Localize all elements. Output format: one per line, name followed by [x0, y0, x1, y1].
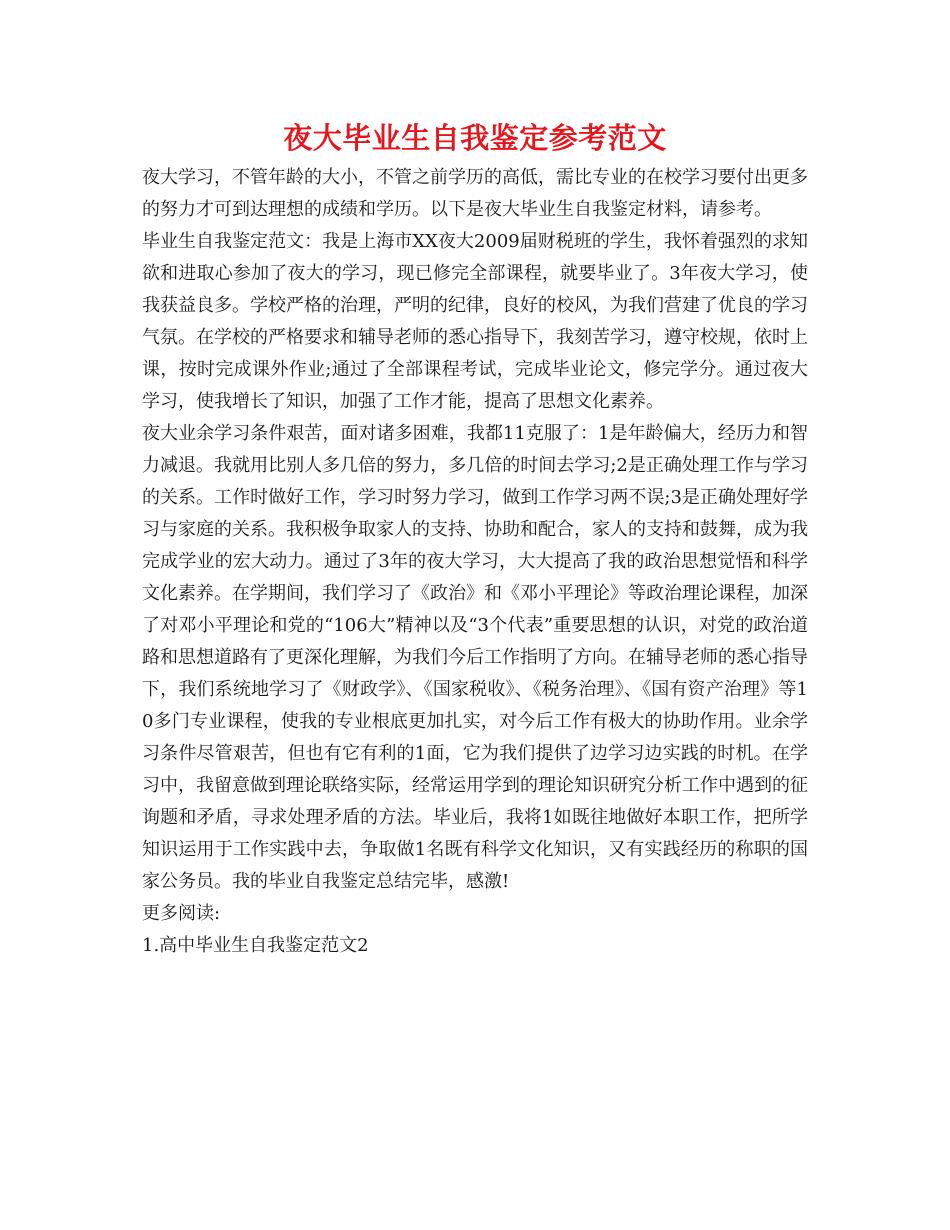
intro-paragraph: 夜大学习，不管年龄的大小，不管之前学历的高低，需比专业的在校学习要付出更多的努力才可到达理想的成绩和学历。以下是夜大毕业生自我鉴定材料，请参考。 — [142, 167, 808, 220]
self-evaluation-paragraph: 毕业生自我鉴定范文：我是上海市XX夜大2009届财税班的学生，我怀着强烈的求知欲和进取心参加了夜大的学习，现已修完全部课程，就要毕业了。3年夜大学习，使我获益良多。学校严格的治理，严明的纪律，良好的校风，为我们营建了优良的学习气氛。在学校的严格要求和辅导老师的悉心指导下，我刻苦学习，遵守校规，依时上课，按时完成课外作业;通过了全部课程考试，完成毕业论文，修完学分。通过夜大学习，使我增长了知识，加强了工作才能，提高了思想文化素养。 — [142, 231, 808, 412]
more-reading-label: 更多阅读: — [142, 903, 221, 924]
study-conditions-paragraph: 夜大业余学习条件艰苦，面对诸多困难，我都11克服了：1是年龄偏大，经历力和智力减退。我就用比别人多几倍的努力，多几倍的时间去学习;2是正确处理工作与学习的关系。工作时做好工作，学习时努力学习，做到工作学习两不误;3是正确处理好学习与家庭的关系。我积极争取家人的支持、协助和配合，家人的支持和鼓舞，成为我完成学业的宏大动力。通过了3年的夜大学习，大大提高了我的政治思想觉悟和科学文化素养。在学期间，我们学习了《政治》和《邓小平理论》等政治理论课程，加深了对邓小平理论和党的“106大”精神以及“3个代表”重要思想的认识，对党的政治道路和思想道路有了更深化理解，为我们今后工作指明了方向。在辅导老师的悉心指导下，我们系统地学习了《财政学》、《国家税收》、《税务治理》、《国有资产治理》等10多门专业课程，使我的专业根底更加扎实，对今后工作有极大的协助作用。业余学习条件尽管艰苦，但也有它有利的1面，它为我们提供了边学习边实践的时机。在学习中，我留意做到理论联络实际，经常运用学到的理论知识研究分析工作中遇到的征询题和矛盾，寻求处理矛盾的方法。毕业后，我将1如既往地做好本职工作，把所学知识运用于工作实践中去，争取做1名既有科学文化知识，又有实践经历的称职的国家公务员。我的毕业自我鉴定总结完毕，感激! — [142, 423, 808, 892]
related-article-link[interactable]: 1.高中毕业生自我鉴定范文2 — [142, 935, 369, 956]
document-body — [142, 162, 808, 962]
document-title: 夜大毕业生自我鉴定参考范文 — [283, 121, 667, 155]
